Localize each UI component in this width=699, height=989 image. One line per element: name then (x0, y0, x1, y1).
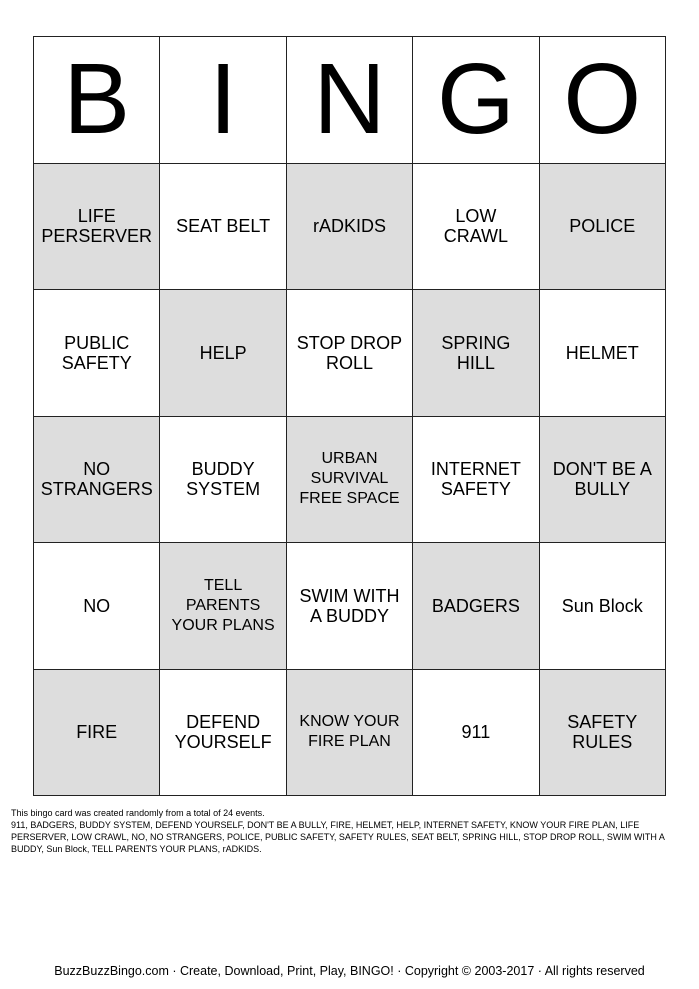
bingo-square: PUBLIC SAFETY (34, 290, 160, 417)
bingo-square: DEFEND YOURSELF (160, 670, 286, 797)
header-letter-o: O (540, 37, 666, 164)
bingo-square: rADKIDS (287, 164, 413, 291)
bingo-square: SWIM WITH A BUDDY (287, 543, 413, 670)
bingo-square: DON'T BE A BULLY (540, 417, 666, 544)
bingo-square: HELMET (540, 290, 666, 417)
header-letter-g: G (413, 37, 539, 164)
bingo-card (33, 36, 666, 796)
notes-intro: This bingo card was created randomly from a total of 24 events. (11, 808, 265, 818)
bingo-square: FIRE (34, 670, 160, 797)
bingo-square: LOW CRAWL (413, 164, 539, 291)
bingo-square: Sun Block (540, 543, 666, 670)
page-footer: BuzzBuzzBingo.com · Create, Download, Print, Play, BINGO! · Copyright © 2003-2017 · All rights reserved (54, 964, 645, 978)
notes-event-list: 911, BADGERS, BUDDY SYSTEM, DEFEND YOURSELF, DON'T BE A BULLY, FIRE, HELMET, HELP, INTERNET SAFETY, KNOW YOUR FIRE PLAN, LIFE PERSERVER, LOW CRAWL, NO, NO STRANGERS, POLICE, PUBLIC SAFETY, SAFETY RULES, SEAT BELT, SPRING HILL, STOP DROP ROLL, SWIM WITH A BUDDY, Sun Block, TELL PARENTS YOUR PLANS, rADKIDS. (11, 820, 665, 854)
bingo-square: TELL PARENTS YOUR PLANS (160, 543, 286, 670)
bingo-square: POLICE (540, 164, 666, 291)
bingo-square: HELP (160, 290, 286, 417)
bingo-square: SAFETY RULES (540, 670, 666, 797)
bingo-square: BUDDY SYSTEM (160, 417, 286, 544)
header-letter-n: N (287, 37, 413, 164)
bingo-square: STOP DROP ROLL (287, 290, 413, 417)
bingo-square: BADGERS (413, 543, 539, 670)
card-notes (11, 807, 691, 855)
bingo-square: LIFE PERSERVER (34, 164, 160, 291)
bingo-square: SEAT BELT (160, 164, 286, 291)
header-letter-i: I (160, 37, 286, 164)
bingo-square: 911 (413, 670, 539, 797)
bingo-square: KNOW YOUR FIRE PLAN (287, 670, 413, 797)
bingo-square: NO STRANGERS (34, 417, 160, 544)
bingo-square: NO (34, 543, 160, 670)
bingo-square: INTERNET SAFETY (413, 417, 539, 544)
header-letter-b: B (34, 37, 160, 164)
bingo-square: SPRING HILL (413, 290, 539, 417)
bingo-square-free-space: URBAN SURVIVAL FREE SPACE (287, 417, 413, 544)
